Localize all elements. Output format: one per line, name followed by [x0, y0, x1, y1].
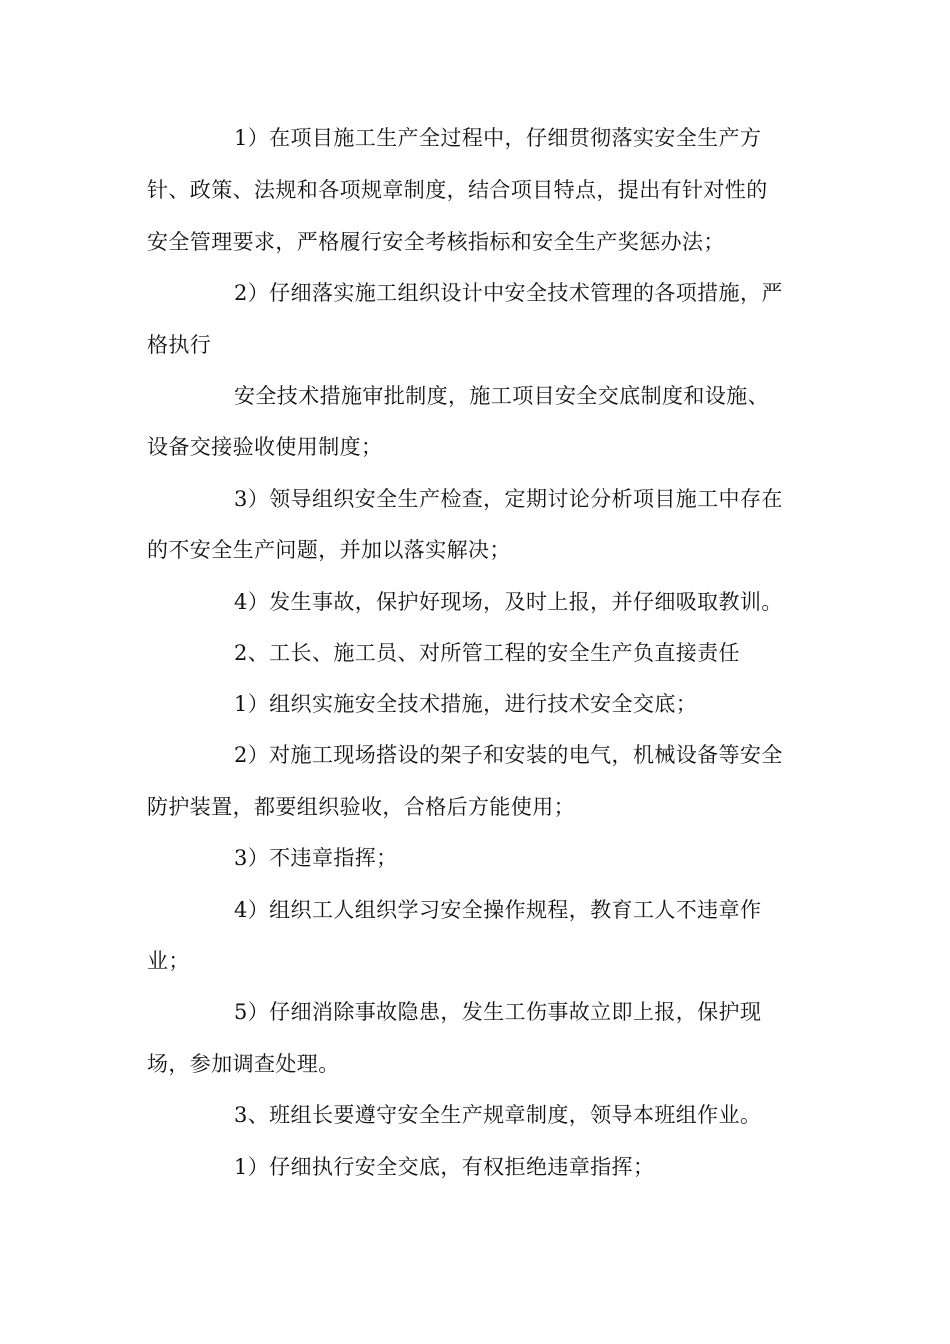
paragraph-line: 3）不违章指挥；: [234, 846, 398, 870]
paragraph-line: 防护装置，都要组织验收，合格后方能使用；: [147, 795, 575, 819]
paragraph-line: 业；: [147, 949, 190, 973]
paragraph-line: 2）仔细落实施工组织设计中安全技术管理的各项措施，严: [234, 281, 783, 305]
paragraph-line: 针、政策、法规和各项规章制度，结合项目特点，提出有针对性的: [147, 178, 768, 202]
paragraph-line: 1）仔细执行安全交底，有权拒绝违章指挥；: [234, 1155, 655, 1179]
paragraph-line: 4）发生事故，保护好现场，及时上报，并仔细吸取教训。: [234, 590, 783, 614]
paragraph-line: 设备交接验收使用制度；: [147, 435, 383, 459]
paragraph-line: 2）对施工现场搭设的架子和安装的电气，机械设备等安全: [234, 743, 783, 767]
paragraph-line: 5）仔细消除事故隐患，发生工伤事故立即上报，保护现: [234, 1000, 762, 1024]
paragraph-line: 3）领导组织安全生产检查，定期讨论分析项目施工中存在: [234, 487, 783, 511]
paragraph-line: 安全技术措施审批制度，施工项目安全交底制度和设施、: [234, 384, 769, 408]
paragraph-line: 1）组织实施安全技术措施，进行技术安全交底；: [234, 692, 698, 716]
paragraph-line: 的不安全生产问题，并加以落实解决；: [147, 538, 511, 562]
paragraph-line: 格执行: [147, 333, 212, 357]
paragraph-line: 1）在项目施工生产全过程中，仔细贯彻落实安全生产方: [234, 126, 762, 150]
paragraph-line: 4）组织工人组织学习安全操作规程，教育工人不违章作: [234, 898, 762, 922]
paragraph-line: 安全管理要求，严格履行安全考核指标和安全生产奖惩办法；: [147, 230, 725, 254]
paragraph-line: 场，参加调查处理。: [147, 1052, 340, 1076]
section-heading: 2、工长、施工员、对所管工程的安全生产负直接责任: [234, 641, 740, 665]
section-heading: 3、班组长要遵守安全生产规章制度，领导本班组作业。: [234, 1103, 762, 1127]
